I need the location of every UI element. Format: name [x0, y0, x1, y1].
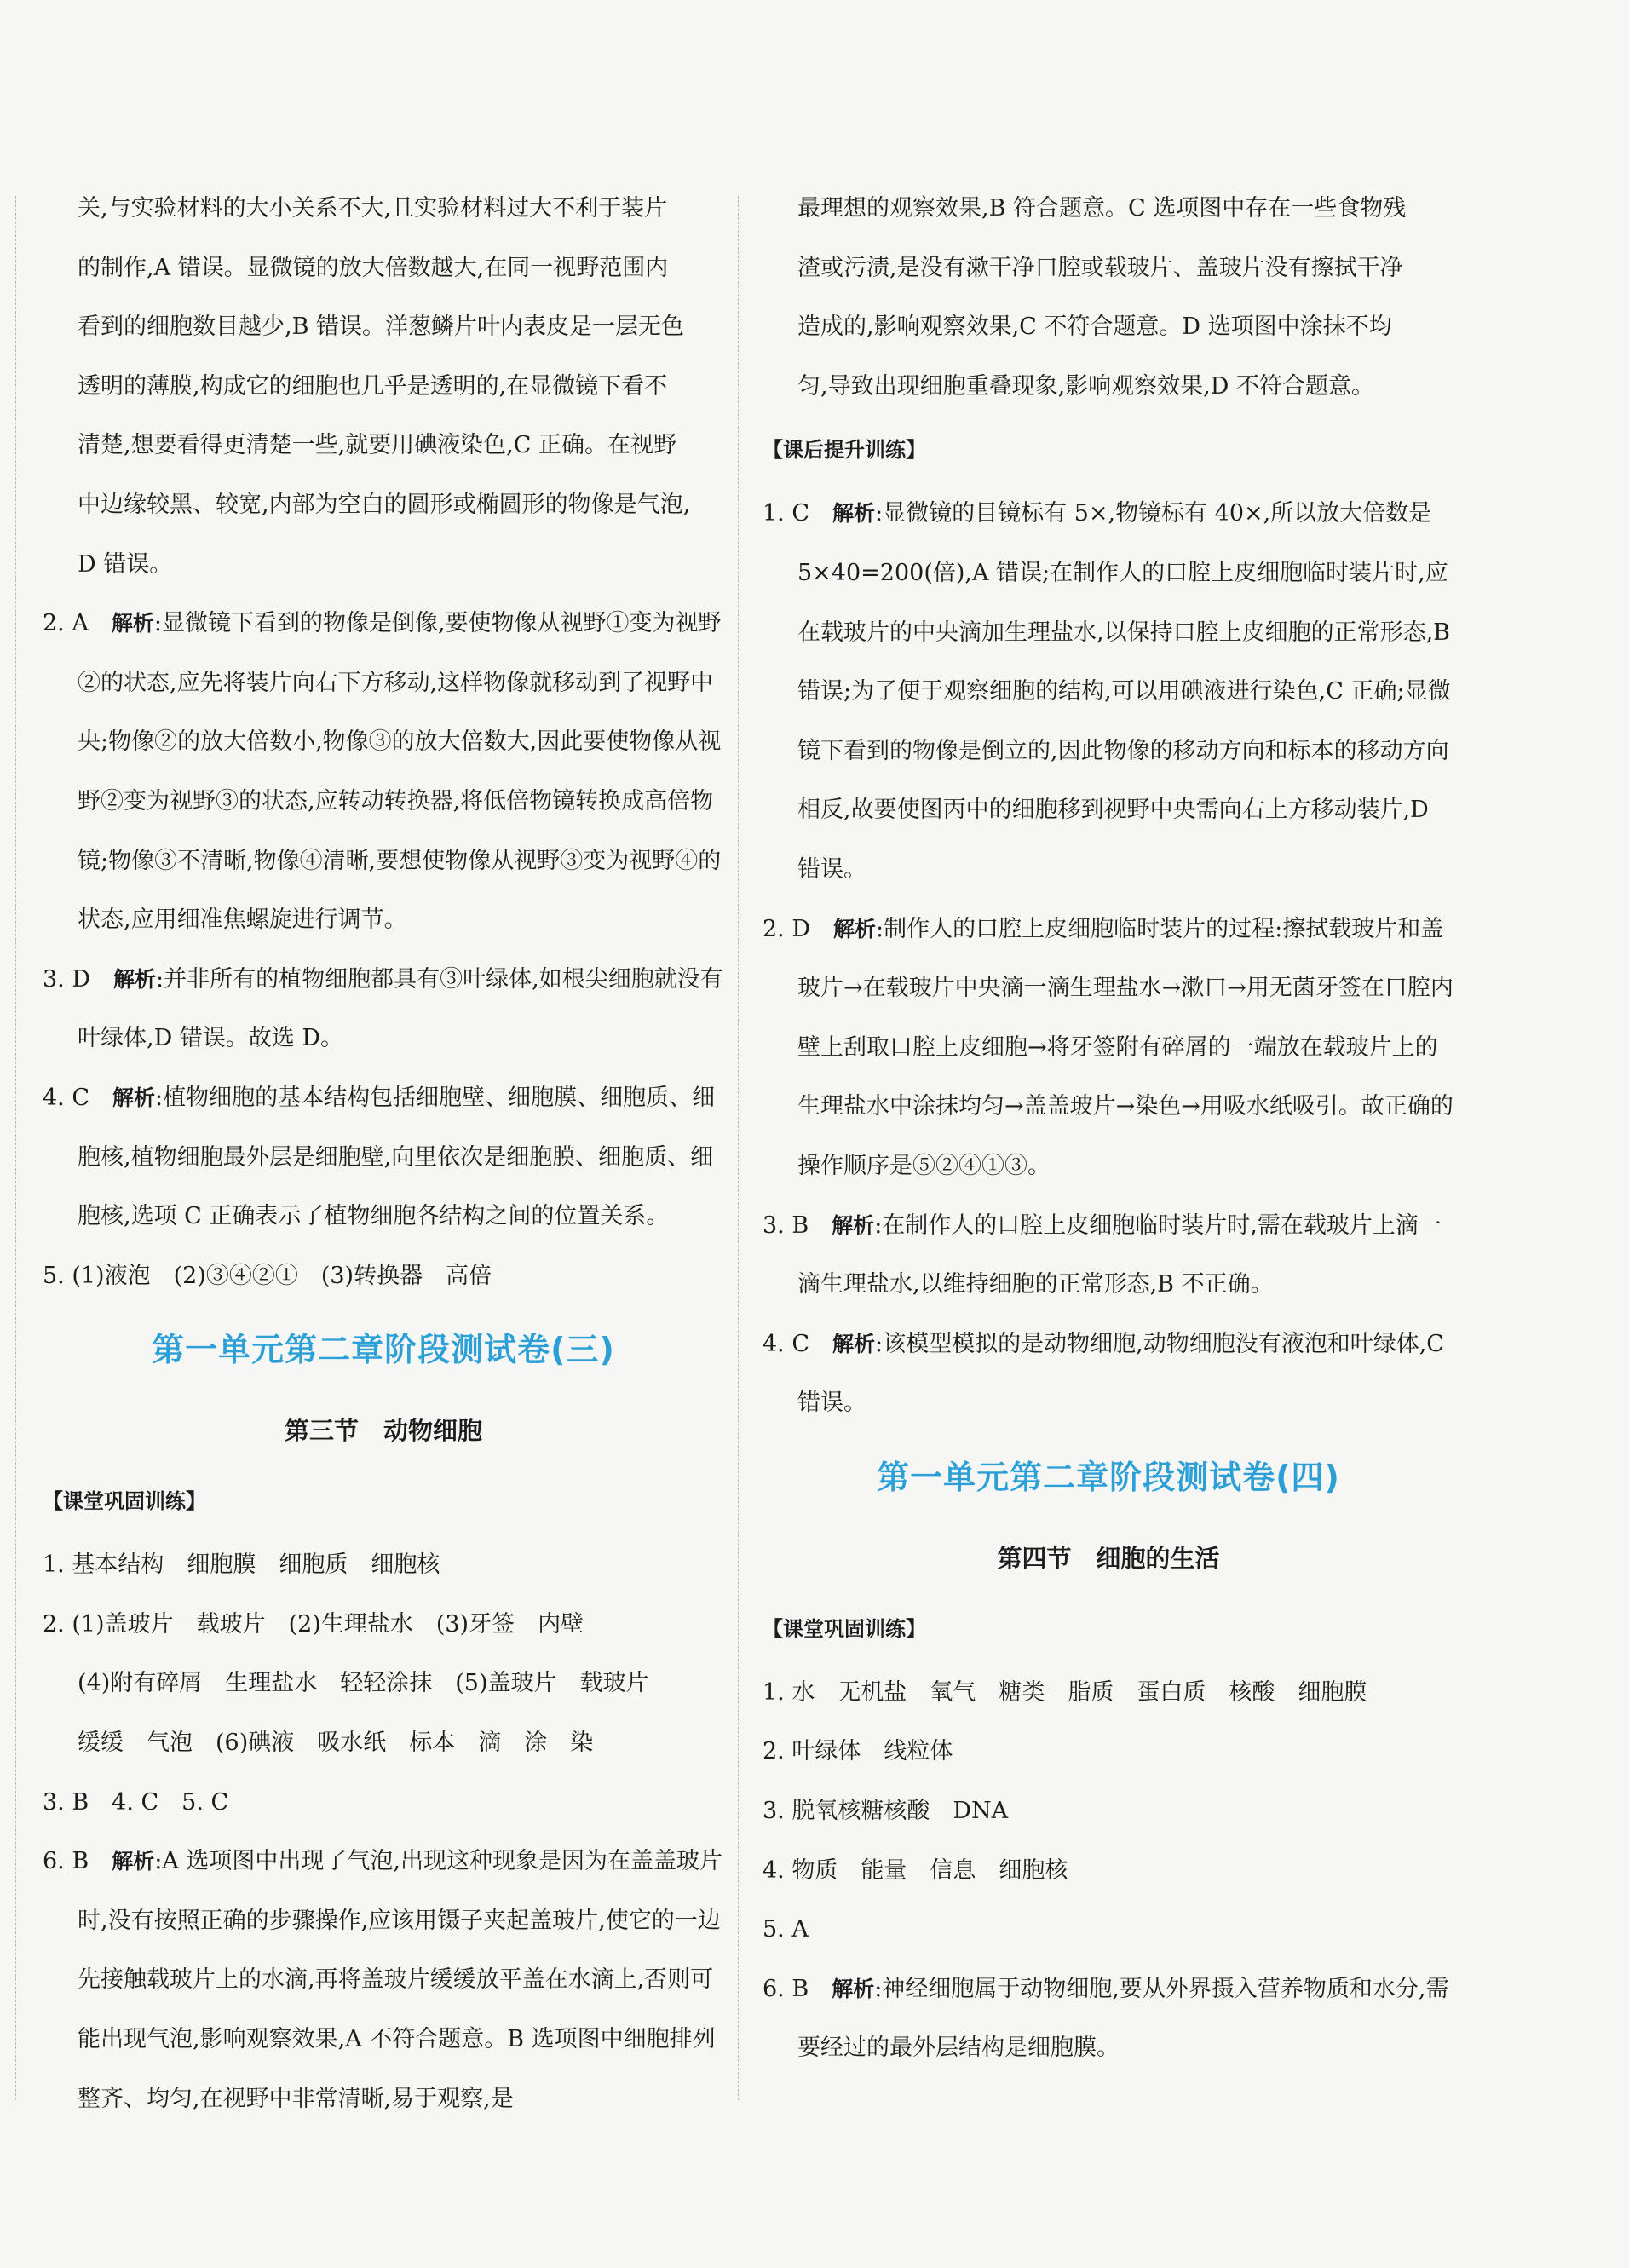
answer-4: 4. C 解析:该模型模拟的是动物细胞,动物细胞没有液泡和叶绿体,C 错误。 — [763, 1330, 1444, 1417]
answer-4: 4. C 解析:植物细胞的基本结构包括细胞壁、细胞膜、细胞质、细胞核,植物细胞最外层是细胞壁,向里依次是细胞膜、细胞质、细胞核,选项 C 正确表示了植物细胞各结构之间的位置关系。 — [43, 1084, 716, 1230]
left-column — [43, 179, 724, 2128]
text-line: D 错误。 — [78, 550, 173, 578]
section-title: 第三节 动物细胞 — [284, 1416, 482, 1446]
analysis-label: 解析 — [111, 611, 154, 636]
center-column-rule — [738, 196, 739, 2100]
text-line: 中边缘较黑、较宽,内部为空白的圆形或椭圆形的物像是气泡, — [78, 491, 691, 518]
text-line: 看到的细胞数目越少,B 错误。洋葱鳞片叶内表皮是一层无色 — [78, 314, 685, 341]
answer-3: 3. 脱氧核糖核酸 DNA — [763, 1798, 1009, 1825]
answer-1: 1. 基本结构 细胞膜 细胞质 细胞核 — [43, 1551, 440, 1579]
answer-4: 4. 物质 能量 信息 细胞核 — [763, 1856, 1068, 1884]
answer-1: 1. 水 无机盐 氧气 糖类 脂质 蛋白质 核酸 细胞膜 — [763, 1678, 1367, 1706]
answers-3-5: 3. B 4. C 5. C — [43, 1788, 229, 1816]
answer-2-line: 缓缓 气泡 (6)碘液 吸水纸 标本 滴 涂 染 — [78, 1730, 594, 1757]
text-line: 的制作,A 错误。显微镜的放大倍数越大,在同一视野范围内 — [78, 254, 669, 281]
text-line: 渣或污渍,是没有漱干净口腔或载玻片、盖玻片没有擦拭干净 — [797, 254, 1403, 281]
text-line: 匀,导致出现细胞重叠现象,影响观察效果,D 不符合题意。 — [797, 372, 1374, 400]
answer-1: 1. C 解析:显微镜的目镜标有 5×,物镜标有 40×,所以放大倍数是 5×40=200(倍),A 错误;在制作人的口腔上皮细胞临时装片时,应在载玻片的中央滴加生理盐水,以保持口腔上皮细胞的正常形态,B 错误;为了便于观察细胞的结构,可以用碘液进行染色,C 正确;显微镜下看到的物像是倒立的,因此物像的移动方向和标本的移动方向相反,故要使图丙中的细胞移到视野中央需向右上方移动装片,D 错误。 — [763, 500, 1451, 883]
text-line: 造成的,影响观察效果,C 不符合题意。D 选项图中涂抹不均 — [797, 314, 1392, 341]
answer-5: 5. A — [763, 1916, 809, 1943]
answer-2-line: 2. (1)盖玻片 载玻片 (2)生理盐水 (3)牙签 内壁 — [43, 1610, 584, 1638]
text-line: 最理想的观察效果,B 符合题意。C 选项图中存在一些食物残 — [797, 195, 1407, 222]
analysis-label: 解析 — [832, 1212, 875, 1238]
answer-2: 2. A 解析:显微镜下看到的物像是倒像,要使物像从视野①变为视野②的状态,应先将装片向右下方移动,这样物像就移动到了视野中央;物像②的放大倍数小,物像③的放大倍数大,因此要使物像从视野②变为视野③的状态,应转动转换器,将低倍物镜转换成高倍物镜;物像③不清晰,物像④清晰,要想使物像从视野③变为视野④的状态,应用细准焦螺旋进行调节。 — [43, 610, 722, 934]
right-column — [763, 179, 1454, 2078]
analysis-label: 解析 — [112, 1849, 155, 1874]
answer-2-line: (4)附有碎屑 生理盐水 轻轻涂抹 (5)盖玻片 载玻片 — [78, 1670, 649, 1697]
unit-test-title: 第一单元第二章阶段测试卷(三) — [152, 1331, 615, 1369]
analysis-label: 解析 — [832, 1331, 876, 1356]
answer-6: 6. B 解析:A 选项图中出现了气泡,出现这种现象是因为在盖盖玻片时,没有按照正确的步骤操作,应该用镊子夹起盖玻片,使它的一边先接触载玻片上的水滴,再将盖玻片缓缓放平盖在水滴上,否则可能出现气泡,影响观察效果,A 不符合题意。B 选项图中细胞排列整齐、均匀,在视野中非常清晰,易于观察,是 — [43, 1848, 722, 2112]
analysis-label: 解析 — [112, 1085, 156, 1110]
left-column-rule — [15, 196, 16, 2100]
answer-2: 2. 叶绿体 线粒体 — [763, 1738, 953, 1765]
answer-continuation — [43, 179, 724, 594]
classroom-practice-tag: 【课堂巩固训练】 — [43, 1489, 206, 1514]
answer-3: 3. B 解析:在制作人的口腔上皮细胞临时装片时,需在载玻片上滴一滴生理盐水,以维持细胞的正常形态,B 不正确。 — [763, 1212, 1442, 1298]
after-class-practice-tag: 【课后提升训练】 — [763, 438, 926, 463]
answer-continuation — [763, 179, 1454, 416]
unit-test-title: 第一单元第二章阶段测试卷(四) — [877, 1458, 1340, 1496]
text-line: 透明的薄膜,构成它的细胞也几乎是透明的,在显微镜下看不 — [78, 372, 668, 400]
classroom-practice-tag: 【课堂巩固训练】 — [763, 1616, 926, 1641]
answer-5: 5. (1)液泡 (2)③④②① (3)转换器 高倍 — [43, 1262, 492, 1289]
section-title: 第四节 细胞的生活 — [997, 1543, 1220, 1573]
text-line: 清楚,想要看得更清楚一些,就要用碘液染色,C 正确。在视野 — [78, 432, 676, 459]
text-line: 关,与实验材料的大小关系不大,且实验材料过大不利于装片 — [78, 195, 668, 222]
answer-2: 2. D 解析:制作人的口腔上皮细胞临时装片的过程:擦拭载玻片和盖玻片→在载玻片中央滴一滴生理盐水→漱口→用无菌牙签在口腔内壁上刮取口腔上皮细胞→将牙签附有碎屑的一端放在载玻片上的生理盐水中涂抹均匀→盖盖玻片→染色→用吸水纸吸引。故正确的操作顺序是⑤②④①③。 — [763, 915, 1453, 1179]
analysis-label: 解析 — [113, 966, 157, 992]
answer-6: 6. B 解析:神经细胞属于动物细胞,要从外界摄入营养物质和水分,需要经过的最外层结构是细胞膜。 — [763, 1975, 1449, 2062]
analysis-label: 解析 — [832, 1976, 875, 2001]
analysis-label: 解析 — [832, 501, 876, 527]
answer-3: 3. D 解析:并非所有的植物细胞都具有③叶绿体,如根尖细胞就没有叶绿体,D 错误。故选 D。 — [43, 965, 723, 1052]
analysis-label: 解析 — [833, 916, 877, 941]
